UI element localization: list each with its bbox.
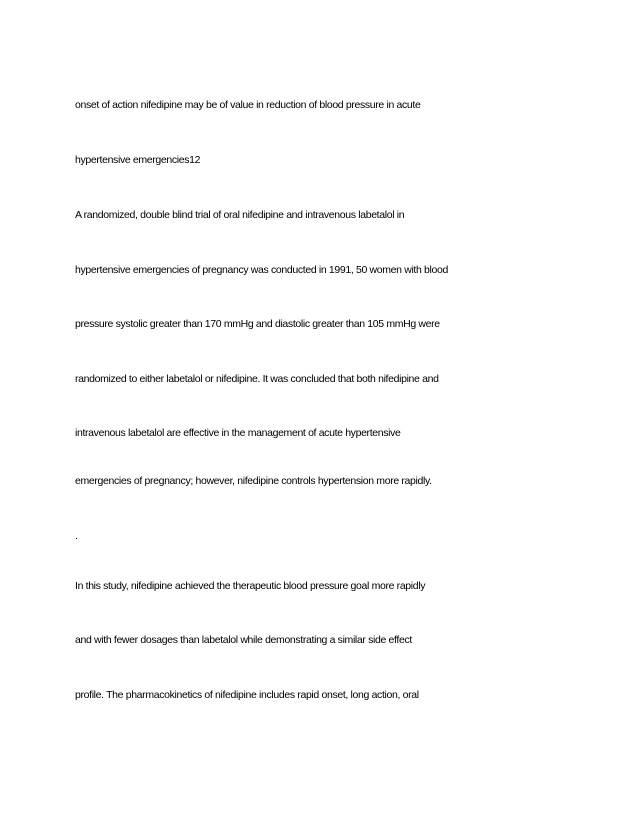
text-line: intravenous labetalol are effective in the management of acute hypertensive	[75, 427, 401, 439]
text-line: emergencies of pregnancy; however, nifedipine controls hypertension more rapidly.	[75, 475, 432, 487]
text-line: In this study, nifedipine achieved the therapeutic blood pressure goal more rapidly	[75, 580, 426, 592]
text-line: hypertensive emergencies12	[75, 154, 201, 166]
text-line: randomized to either labetalol or nifedipine. It was concluded that both nifedipine and	[75, 373, 439, 385]
text-line: pressure systolic greater than 170 mmHg and diastolic greater than 105 mmHg were	[75, 318, 440, 330]
text-line: profile. The pharmacokinetics of nifedipine includes rapid onset, long action, oral	[75, 689, 419, 701]
text-line: and with fewer dosages than labetalol while demonstrating a similar side effect	[75, 634, 412, 646]
text-line: onset of action nifedipine may be of value in reduction of blood pressure in acute	[75, 99, 421, 111]
text-line: hypertensive emergencies of pregnancy was conducted in 1991, 50 women with blood	[75, 264, 448, 276]
text-line: A randomized, double blind trial of oral nifedipine and intravenous labetalol in	[75, 209, 405, 221]
text-line: .	[75, 530, 78, 542]
